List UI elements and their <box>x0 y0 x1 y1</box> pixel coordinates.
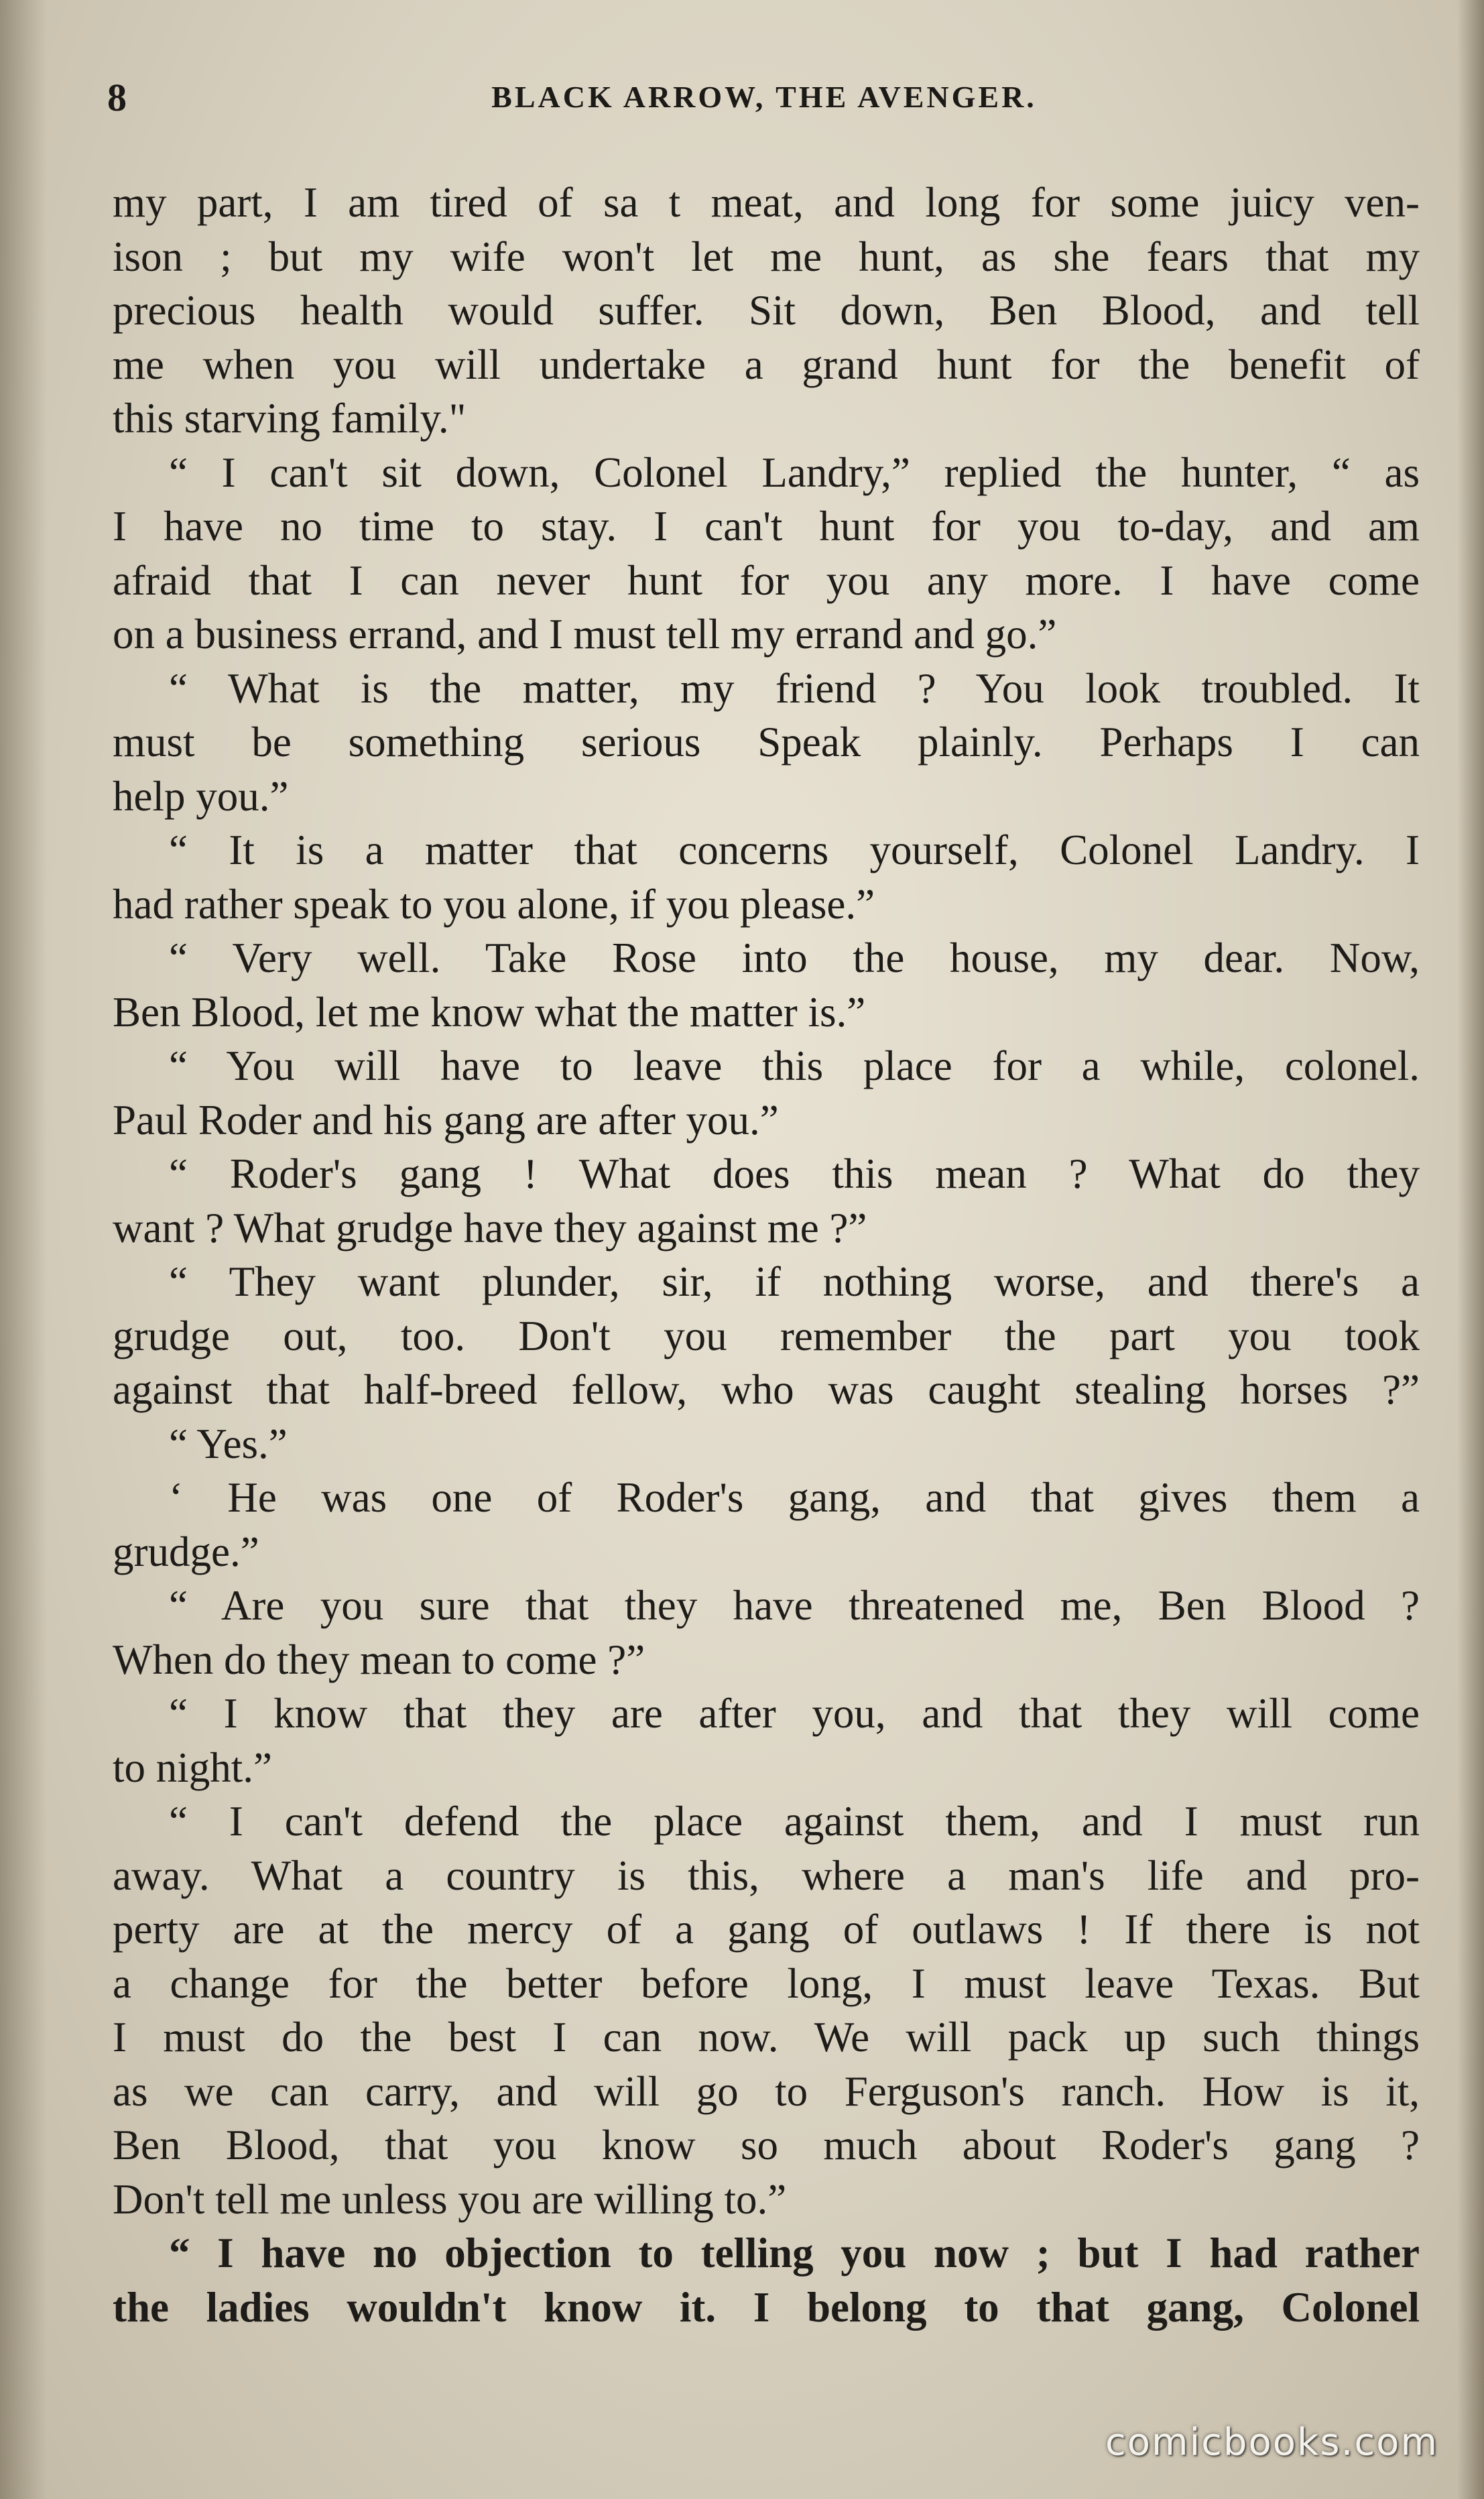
text-line: a change for the better before long, I must leave Texas. But <box>113 1959 1420 2007</box>
text-line: ‘ He was one of Roder's gang, and that gives them a <box>169 1474 1420 1521</box>
text-line: on a business errand, and I must tell my errand and go.” <box>113 611 1057 658</box>
body-text <box>113 176 1420 2334</box>
text-line: ison ; but my wife won't let me hunt, as she fears that my <box>113 233 1420 280</box>
page-edge-shadow <box>1457 0 1484 2499</box>
text-line: to night.” <box>113 1744 272 1791</box>
text-line: me when you will undertake a grand hunt for the benefit of <box>113 341 1420 388</box>
text-line: “ I have no objection to telling you now ; but I had rather <box>169 2230 1420 2276</box>
text-line: as we can carry, and will go to Ferguson's ranch. How is it, <box>113 2067 1420 2115</box>
text-line: perty are at the mercy of a gang of outlaws ! If there is not <box>113 1906 1420 1953</box>
text-line: had rather speak to you alone, if you please.” <box>113 880 875 928</box>
text-line: Paul Roder and his gang are after you.” <box>113 1096 779 1144</box>
text-line: Don't tell me unless you are willing to.” <box>113 2175 787 2223</box>
text-line: “ I know that they are after you, and that they will come <box>169 1690 1420 1737</box>
text-line: Ben Blood, that you know so much about Roder's gang ? <box>113 2122 1420 2169</box>
text-line: want ? What grudge have they against me ?” <box>113 1204 867 1252</box>
page-header <box>101 75 1428 122</box>
text-line: my part, I am tired of sa t meat, and long for some juicy ven- <box>113 179 1420 226</box>
text-line: this starving family." <box>113 395 467 442</box>
text-line: “ You will have to leave this place for a while, colonel. <box>169 1042 1420 1089</box>
running-head: BLACK ARROW, THE AVENGER. <box>491 80 1037 114</box>
text-line: grudge.” <box>113 1528 259 1575</box>
text-line: I have no time to stay. I can't hunt for you to-day, and am <box>113 503 1420 550</box>
text-line: When do they mean to come ?” <box>113 1636 645 1683</box>
text-line: “ Yes.” <box>169 1420 288 1467</box>
text-line: against that half-breed fellow, who was caught stealing horses ?” <box>113 1366 1420 1413</box>
text-line: “ They want plunder, sir, if nothing worse, and there's a <box>169 1258 1420 1305</box>
text-line: “ I can't defend the place against them, and I must run <box>169 1798 1420 1845</box>
text-line: “ It is a matter that concerns yourself, Colonel Landry. I <box>169 827 1420 873</box>
text-line: “ Roder's gang ! What does this mean ? What do they <box>169 1150 1420 1197</box>
text-line: away. What a country is this, where a man's life and pro- <box>113 1851 1420 1899</box>
page-gutter-shadow <box>0 0 47 2499</box>
text-line: Ben Blood, let me know what the matter is.” <box>113 988 866 1036</box>
text-line: I must do the best I can now. We will pack up such things <box>113 2014 1420 2061</box>
text-line: help you.” <box>113 772 289 820</box>
text-line: “ Very well. Take Rose into the house, my dear. Now, <box>169 934 1420 981</box>
text-line: must be something serious Speak plainly. Perhaps I can <box>113 719 1420 766</box>
page-number: 8 <box>107 76 127 119</box>
text-line: the ladies wouldn't know it. I belong to that gang, Colonel <box>113 2283 1420 2331</box>
text-line: “ What is the matter, my friend ? You look troubled. It <box>169 664 1420 712</box>
watermark: comicbooks.com <box>1105 2421 1438 2464</box>
text-line: “ Are you sure that they have threatened me, Ben Blood ? <box>169 1582 1420 1629</box>
text-line: grudge out, too. Don't you remember the part you took <box>113 1312 1420 1359</box>
text-line: precious health would suffer. Sit down, Ben Blood, and tell <box>113 287 1420 334</box>
text-line: “ I can't sit down, Colonel Landry,” replied the hunter, “ as <box>169 448 1420 496</box>
text-line: afraid that I can never hunt for you any more. I have come <box>113 556 1420 604</box>
